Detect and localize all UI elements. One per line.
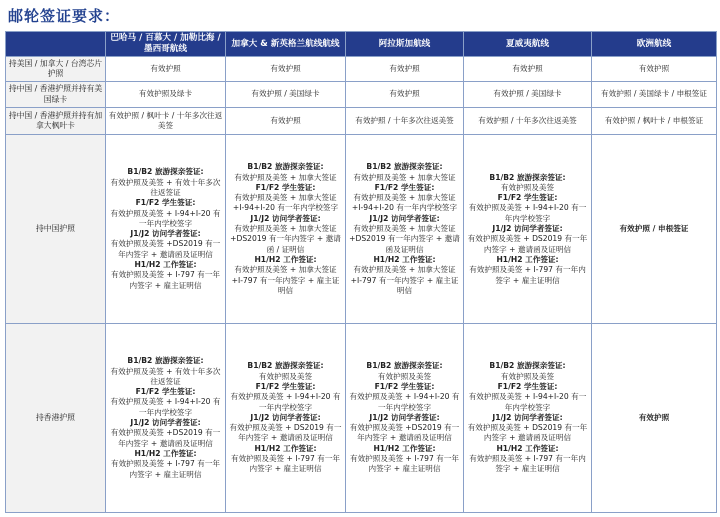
requirement-cell	[346, 135, 464, 324]
header-row	[6, 32, 717, 57]
requirement-line: 有效护照及美签 + I-94+I-20 有一年内学校签字	[468, 203, 587, 223]
row-header: 持中国 / 香港护照并持有美国绿卡	[6, 82, 106, 108]
header-caribbean-route: 巴哈马 / 百慕大 / 加勒比海 / 墨西哥航线	[106, 32, 226, 57]
visa-type-heading: F1/F2 学生签证:	[255, 182, 316, 192]
visa-type-heading: H1/H2 工作签证:	[254, 254, 317, 264]
requirement-cell	[592, 82, 717, 108]
requirement-line: 有效护照	[638, 63, 670, 73]
requirement-cell	[592, 57, 717, 82]
visa-type-heading: H1/H2 工作签证:	[373, 443, 436, 453]
requirement-line: 有效护照及美签 + I-94+I-20 有一年内学校签字	[110, 208, 221, 228]
requirement-cell	[592, 135, 717, 324]
requirement-line: 有效护照及美签 + DS2019 有一年内签字 + 邀请函及证明信	[229, 423, 342, 443]
row-header: 持美国 / 加拿大 / 台湾芯片护照	[6, 57, 106, 82]
requirement-line: 有效护照及美签 + I-797 有一年内签字 + 雇主证明信	[110, 459, 220, 479]
requirement-cell	[464, 135, 592, 324]
requirement-line: 有效护照及美签 + DS2019 有一年内签字 + 邀请函及证明信	[467, 234, 588, 254]
visa-type-heading: J1/J2 访问学者签证:	[250, 213, 321, 223]
requirement-line: 有效护照	[512, 63, 543, 73]
visa-type-heading: H1/H2 工作签证:	[496, 254, 559, 264]
visa-type-heading: B1/B2 旅游探亲签证:	[366, 361, 443, 371]
requirement-cell	[592, 108, 717, 135]
row-header: 持中国护照	[6, 135, 106, 324]
visa-type-heading: B1/B2 旅游探亲签证:	[489, 172, 566, 182]
row-header: 持香港护照	[6, 324, 106, 513]
visa-type-heading: H1/H2 工作签证:	[496, 443, 559, 453]
requirement-cell	[464, 82, 592, 108]
requirement-line: 有效护照及美签 + 加拿大签证 +DS2019 有一年内签字 + 邀请函 / 证明信	[230, 224, 341, 254]
requirement-line: 有效护照及美签	[258, 371, 313, 381]
requirement-line: 有效护照	[270, 63, 301, 73]
requirement-cell	[346, 324, 464, 513]
visa-type-heading: F1/F2 学生签证:	[497, 382, 558, 391]
requirement-line: 有效护照及美签 + DS2019 有一年内签字 + 邀请函及证明信	[467, 423, 588, 443]
requirement-line: 有效护照及美签 + 有效十年多次往返签证	[110, 366, 221, 386]
visa-type-heading: J1/J2 访问学者签证:	[250, 412, 321, 422]
visa-type-heading: J1/J2 访问学者签证:	[369, 412, 440, 422]
requirement-line: 有效护照及美签	[377, 371, 432, 381]
row-header: 持中国 / 香港护照并持有加拿大枫叶卡	[6, 108, 106, 135]
requirement-cell	[346, 57, 464, 82]
visa-type-heading: J1/J2 访问学者签证:	[492, 412, 563, 422]
requirement-cell	[106, 57, 226, 82]
requirement-cell	[106, 135, 226, 324]
header-hawaii-route: 夏威夷航线	[464, 32, 592, 57]
requirement-line: 有效护照及美签 + 加拿大签证 +I-94+I-20 有一年内学校签字	[232, 193, 339, 213]
table-row	[6, 57, 717, 82]
requirement-cell	[464, 324, 592, 513]
requirement-line: 有效护照及美签 +DS2019 有一年内签字 + 邀请函及证明信	[110, 239, 221, 259]
requirement-line: 有效护照 / 枫叶卡 / 十年多次往返美签	[108, 110, 223, 131]
header-alaska-route: 阿拉斯加航线	[346, 32, 464, 57]
requirement-cell	[464, 108, 592, 135]
table-row	[6, 82, 717, 108]
requirement-line: 有效护照及美签 + 加拿大签证 +DS2019 有一年内签字 + 邀请函及证明信	[349, 224, 460, 254]
visa-type-heading: F1/F2 学生签证:	[497, 193, 558, 203]
requirement-line: 有效护照及美签 + I-94+I-20 有一年内学校签字	[349, 392, 460, 412]
visa-requirements-table	[5, 31, 717, 513]
requirement-line: 有效护照及美签 + I-94+I-20 有一年内学校签字	[230, 392, 341, 412]
visa-type-heading: F1/F2 学生签证:	[135, 387, 196, 397]
visa-type-heading: 有效护照 / 申根签证	[619, 224, 689, 234]
visa-type-heading: F1/F2 学生签证:	[374, 382, 435, 391]
requirement-cell	[226, 108, 346, 135]
visa-type-heading: 有效护照	[638, 412, 670, 422]
visa-type-heading: F1/F2 学生签证:	[255, 382, 316, 391]
visa-type-heading: H1/H2 工作签证:	[373, 254, 436, 264]
requirement-line: 有效护照 / 美国绿卡 / 申根签证	[601, 89, 707, 99]
requirement-cell	[106, 82, 226, 108]
requirement-cell	[346, 108, 464, 135]
requirement-line: 有效护照及美签	[500, 371, 555, 381]
visa-type-heading: H1/H2 工作签证:	[134, 448, 197, 458]
visa-type-heading: B1/B2 旅游探亲签证:	[127, 167, 204, 177]
visa-type-heading: F1/F2 学生签证:	[135, 198, 196, 208]
visa-type-heading: H1/H2 工作签证:	[134, 260, 197, 270]
visa-type-heading: J1/J2 访问学者签证:	[130, 229, 201, 239]
requirement-cell	[346, 82, 464, 108]
requirement-cell	[106, 108, 226, 135]
visa-type-heading: B1/B2 旅游探亲签证:	[366, 162, 443, 172]
requirement-cell	[592, 324, 717, 513]
requirement-cell	[464, 57, 592, 82]
requirement-line: 有效护照及美签 + I-797 有一年内签字 + 雇主证明信	[349, 454, 459, 474]
header-canada-new-england-route: 加拿大 & 新英格兰航线航线	[226, 32, 346, 57]
requirement-cell	[226, 82, 346, 108]
table-row	[6, 324, 717, 513]
requirement-cell	[226, 135, 346, 324]
requirement-line: 有效护照	[389, 63, 420, 73]
requirement-line: 有效护照及绿卡	[138, 89, 193, 99]
visa-type-heading: B1/B2 旅游探亲签证:	[489, 361, 566, 371]
visa-type-heading: J1/J2 访问学者签证:	[492, 224, 563, 234]
requirement-line: 有效护照 / 十年多次往返美签	[355, 116, 454, 126]
requirement-line: 有效护照及美签 + 加拿大签证	[353, 172, 456, 182]
requirement-line: 有效护照及美签 + I-797 有一年内签字 + 雇主证明信	[469, 454, 586, 474]
requirement-line: 有效护照及美签 +DS2019 有一年内签字 + 邀请函及证明信	[110, 428, 221, 448]
requirement-line: 有效护照及美签 + 加拿大签证 +I-797 有一年内签字 + 雇主证明信	[350, 265, 459, 295]
visa-type-heading: F1/F2 学生签证:	[374, 182, 435, 192]
visa-type-heading: B1/B2 旅游探亲签证:	[247, 361, 324, 371]
requirement-line: 有效护照及美签 + I-94+I-20 有一年内学校签字	[468, 392, 587, 412]
requirement-line: 有效护照及美签 + 加拿大签证	[234, 172, 337, 182]
requirement-line: 有效护照及美签 +DS2019 有一年内签字 + 邀请函及证明信	[349, 423, 460, 443]
visa-type-heading: J1/J2 访问学者签证:	[369, 213, 440, 223]
requirement-line: 有效护照	[389, 89, 420, 99]
table-row	[6, 108, 717, 135]
visa-type-heading: B1/B2 旅游探亲签证:	[127, 356, 204, 366]
requirement-line: 有效护照 / 美国绿卡	[251, 89, 320, 99]
header-corner	[6, 32, 106, 57]
header-europe-route: 欧洲航线	[592, 32, 717, 57]
requirement-line: 有效护照 / 美国绿卡	[493, 89, 562, 99]
requirement-line: 有效护照及美签 + I-797 有一年内签字 + 雇主证明信	[110, 270, 220, 290]
requirement-line: 有效护照及美签 + 加拿大签证 +I-94+I-20 有一年内学校签字	[351, 193, 458, 213]
requirement-line: 有效护照及美签 + I-797 有一年内签字 + 雇主证明信	[469, 265, 586, 285]
requirement-line: 有效护照 / 十年多次往返美签	[478, 116, 577, 126]
visa-type-heading: J1/J2 访问学者签证:	[130, 418, 201, 428]
visa-type-heading: B1/B2 旅游探亲签证:	[247, 162, 324, 172]
requirement-line: 有效护照及美签 + I-797 有一年内签字 + 雇主证明信	[230, 454, 340, 474]
requirement-line: 有效护照及美签 + 有效十年多次往返签证	[110, 177, 221, 197]
requirement-line: 有效护照及美签 + 加拿大签证 +I-797 有一年内签字 + 雇主证明信	[231, 265, 340, 295]
page-title: 邮轮签证要求：	[8, 7, 121, 25]
requirement-line: 有效护照 / 枫叶卡 / 申根签证	[604, 116, 704, 126]
requirement-cell	[226, 324, 346, 513]
visa-type-heading: H1/H2 工作签证:	[254, 443, 317, 453]
requirement-line: 有效护照	[270, 116, 301, 126]
requirement-cell	[106, 324, 226, 513]
requirement-line: 有效护照及美签 + I-94+I-20 有一年内学校签字	[110, 397, 221, 417]
requirement-line: 有效护照	[150, 63, 181, 73]
requirement-cell	[226, 57, 346, 82]
table-row	[6, 135, 717, 324]
requirement-line: 有效护照及美签	[500, 182, 555, 192]
